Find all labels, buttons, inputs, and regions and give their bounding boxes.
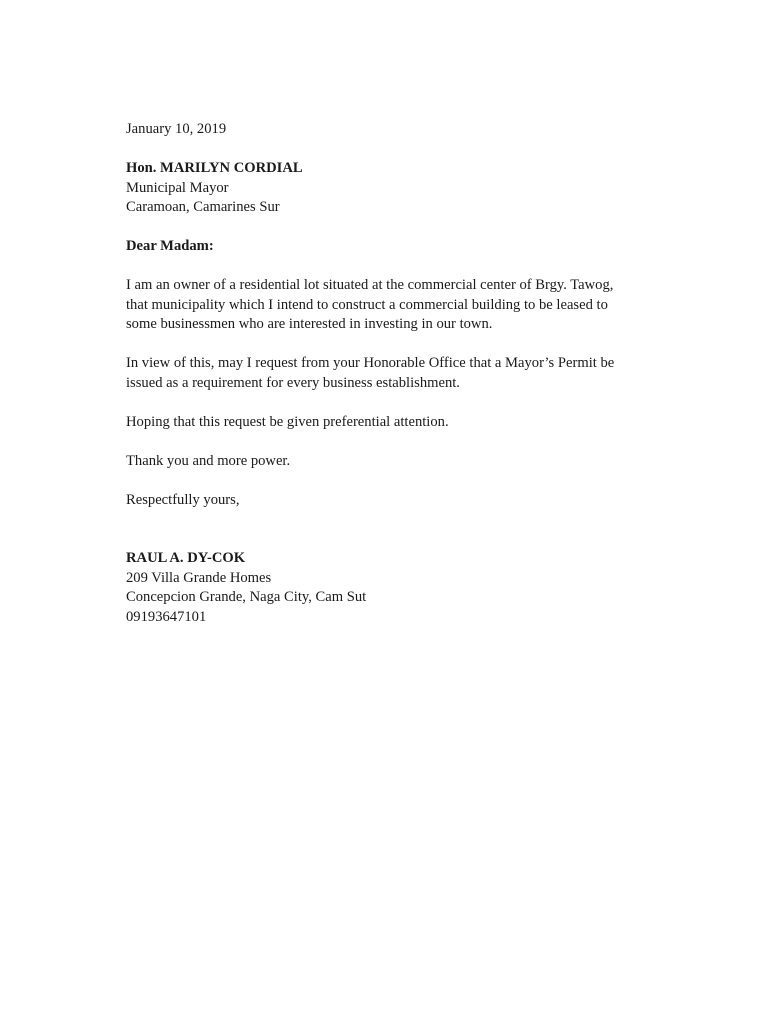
sender-name: RAUL A. DY-COK	[126, 550, 246, 566]
letter-date	[126, 120, 686, 140]
paragraph-1	[126, 276, 686, 335]
paragraph-line: some businessmen who are interested in investing in our town.	[126, 316, 493, 332]
paragraph-line: In view of this, may I request from your Honorable Office that a Mayor’s Permit be	[126, 355, 615, 371]
sender-phone: 09193647101	[126, 608, 207, 625]
sender-address-line1: 209 Villa Grande Homes	[126, 569, 272, 586]
paragraph-2	[126, 354, 686, 393]
closing	[126, 491, 686, 511]
sender-address-line2: Concepcion Grande, Naga City, Cam Sut	[126, 589, 367, 605]
paragraph-line: I am an owner of a residential lot situated at the commercial center of Brgy. Tawog,	[126, 277, 614, 293]
salutation-text: Dear Madam:	[126, 238, 214, 254]
recipient-block	[126, 159, 686, 218]
paragraph-line: Thank you and more power.	[126, 452, 291, 469]
closing-text: Respectfully yours,	[126, 491, 240, 508]
paragraph-line: Hoping that this request be given preferential attention.	[126, 413, 449, 430]
letter-body	[126, 120, 686, 627]
paragraph-3	[126, 413, 686, 433]
paragraph-4	[126, 452, 686, 472]
date-text: January 10, 2019	[126, 121, 227, 137]
salutation	[126, 237, 686, 257]
sender-block	[126, 549, 686, 627]
paragraph-line: issued as a requirement for every business establishment.	[126, 374, 460, 391]
recipient-title: Municipal Mayor	[126, 179, 229, 196]
recipient-location: Caramoan, Camarines Sur	[126, 199, 280, 215]
paragraph-line: that municipality which I intend to construct a commercial building to be leased to	[126, 296, 608, 313]
recipient-name: Hon. MARILYN CORDIAL	[126, 160, 303, 176]
